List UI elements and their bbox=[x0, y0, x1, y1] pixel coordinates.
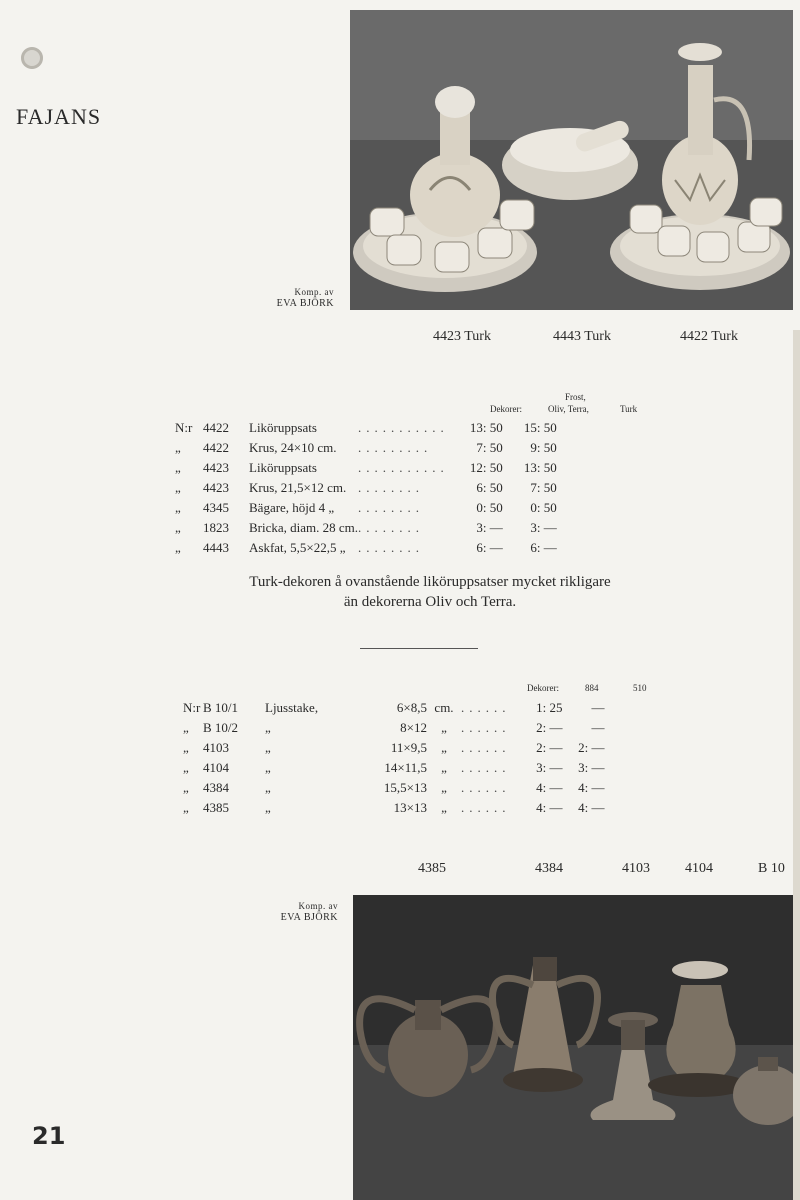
item-number: 4423 bbox=[203, 480, 229, 495]
leader-dots: ........ bbox=[358, 520, 425, 535]
item-number: 4103 bbox=[203, 740, 229, 755]
price-510: — bbox=[591, 720, 605, 735]
item-unit: „ bbox=[441, 780, 447, 795]
row-prefix: „ bbox=[175, 520, 181, 535]
price-510: 4: — bbox=[578, 780, 605, 795]
price-row bbox=[183, 698, 605, 718]
price-frost-oliv-terra: 13: 50 bbox=[469, 420, 503, 435]
leader-dots: ...... bbox=[461, 720, 511, 735]
row-prefix: N:r bbox=[175, 420, 193, 435]
item-description: Liköruppsats bbox=[249, 460, 317, 475]
row-prefix: N:r bbox=[183, 700, 201, 715]
item-size: 13×13 bbox=[393, 800, 427, 815]
price-row bbox=[175, 478, 557, 498]
note-line: än dekorerna Oliv och Terra. bbox=[343, 594, 517, 610]
row-prefix: „ bbox=[175, 440, 181, 455]
header-dekorer: Dekorer: bbox=[527, 683, 559, 693]
item-size: 11×9,5 bbox=[390, 740, 427, 755]
row-prefix: „ bbox=[183, 760, 189, 775]
price-884: 4: — bbox=[536, 800, 563, 815]
price-row bbox=[175, 498, 557, 518]
item-description: Krus, 21,5×12 cm. bbox=[249, 480, 347, 495]
table1-header bbox=[0, 392, 800, 418]
top-photo bbox=[350, 10, 793, 310]
section-title: FAJANS bbox=[16, 104, 102, 129]
candlestick-photo bbox=[353, 895, 793, 1200]
header-col1-line1: Frost, bbox=[565, 392, 586, 402]
item-unit: cm. bbox=[434, 700, 454, 715]
item-description: „ bbox=[265, 740, 271, 755]
item-size: 15,5×13 bbox=[383, 780, 427, 795]
liqueur-set-photo bbox=[350, 10, 793, 310]
item-number: 4345 bbox=[203, 500, 229, 515]
header-col2: 510 bbox=[633, 683, 647, 693]
row-prefix: „ bbox=[183, 720, 189, 735]
product-label: 4103 bbox=[622, 861, 650, 876]
item-description: Bricka, diam. 28 cm. bbox=[249, 520, 359, 535]
leader-dots: ...... bbox=[461, 780, 511, 795]
item-size: 14×11,5 bbox=[384, 760, 427, 775]
item-number: 4104 bbox=[203, 760, 229, 775]
divider bbox=[360, 648, 478, 649]
item-unit: „ bbox=[441, 740, 447, 755]
item-number: 4422 bbox=[203, 420, 229, 435]
leader-dots: ...... bbox=[461, 700, 511, 715]
header-dekorer: Dekorer: bbox=[490, 404, 522, 414]
row-prefix: „ bbox=[175, 480, 181, 495]
price-row bbox=[175, 538, 557, 558]
price-884: 4: — bbox=[536, 780, 563, 795]
product-label: 4443 Turk bbox=[553, 329, 611, 344]
item-description: „ bbox=[265, 760, 271, 775]
row-prefix: „ bbox=[175, 460, 181, 475]
leader-dots: ........ bbox=[358, 540, 425, 555]
item-unit: „ bbox=[441, 800, 447, 815]
item-description: „ bbox=[265, 720, 271, 735]
header-col1: 884 bbox=[585, 683, 599, 693]
punch-hole bbox=[21, 47, 43, 69]
leader-dots: ........... bbox=[358, 460, 449, 475]
price-table-liqueur bbox=[175, 418, 557, 558]
price-row bbox=[175, 418, 557, 438]
item-description: „ bbox=[265, 780, 271, 795]
item-number: 4384 bbox=[203, 780, 229, 795]
leader-dots: ...... bbox=[461, 800, 511, 815]
price-row bbox=[183, 738, 605, 758]
product-label: B 10 bbox=[758, 861, 785, 876]
item-unit: „ bbox=[441, 760, 447, 775]
page-edge bbox=[793, 330, 800, 1200]
designer-name: EVA BJÖRK bbox=[276, 298, 334, 309]
price-510: 3: — bbox=[578, 760, 605, 775]
item-number: 1823 bbox=[203, 520, 229, 535]
item-description: Ljusstake, bbox=[265, 700, 319, 715]
price-510: 2: — bbox=[578, 740, 605, 755]
row-prefix: „ bbox=[183, 800, 189, 815]
item-unit: „ bbox=[441, 720, 447, 735]
price-frost-oliv-terra: 0: 50 bbox=[476, 500, 503, 515]
leader-dots: ........ bbox=[358, 500, 425, 515]
top-photo-caption bbox=[240, 286, 334, 310]
price-turk: 0: 50 bbox=[530, 500, 557, 515]
item-description: Liköruppsats bbox=[249, 420, 317, 435]
table2-header bbox=[0, 683, 800, 695]
item-description: Krus, 24×10 cm. bbox=[249, 440, 337, 455]
bottom-photo-caption bbox=[244, 900, 338, 924]
bottom-photo bbox=[353, 895, 793, 1200]
price-turk: 6: — bbox=[530, 540, 557, 555]
decor-note bbox=[215, 572, 645, 612]
item-number: 4385 bbox=[203, 800, 229, 815]
item-number: B 10/1 bbox=[203, 700, 239, 715]
product-label: 4385 bbox=[418, 861, 446, 876]
price-row bbox=[175, 458, 557, 478]
header-col2: Turk bbox=[620, 404, 638, 414]
row-prefix: „ bbox=[183, 780, 189, 795]
note-line: Turk-dekoren å ovanstående liköruppsatser mycket rikligare bbox=[249, 574, 611, 590]
item-description: Askfat, 5,5×22,5 „ bbox=[249, 540, 346, 555]
designer-name: EVA BJÖRK bbox=[280, 912, 338, 923]
price-884: 1: 25 bbox=[536, 700, 563, 715]
price-turk: 7: 50 bbox=[530, 480, 557, 495]
price-turk: 15: 50 bbox=[523, 420, 557, 435]
leader-dots: ...... bbox=[461, 760, 511, 775]
price-510: 4: — bbox=[578, 800, 605, 815]
leader-dots: ........ bbox=[358, 480, 425, 495]
price-frost-oliv-terra: 6: — bbox=[476, 540, 503, 555]
item-number: 4423 bbox=[203, 460, 229, 475]
row-prefix: „ bbox=[175, 540, 181, 555]
price-row bbox=[175, 438, 557, 458]
item-size: 8×12 bbox=[400, 720, 427, 735]
price-884: 2: — bbox=[536, 720, 563, 735]
row-prefix: „ bbox=[175, 500, 181, 515]
product-label: 4423 Turk bbox=[433, 329, 491, 344]
price-frost-oliv-terra: 7: 50 bbox=[476, 440, 503, 455]
item-number: B 10/2 bbox=[203, 720, 239, 735]
price-884: 3: — bbox=[536, 760, 563, 775]
price-row bbox=[183, 778, 605, 798]
price-510: — bbox=[591, 700, 605, 715]
product-label: 4384 bbox=[535, 861, 563, 876]
price-frost-oliv-terra: 6: 50 bbox=[476, 480, 503, 495]
header-col1-line2: Oliv, Terra, bbox=[548, 404, 589, 414]
price-frost-oliv-terra: 3: — bbox=[476, 520, 503, 535]
price-row bbox=[183, 798, 605, 818]
item-number: 4443 bbox=[203, 540, 229, 555]
price-884: 2: — bbox=[536, 740, 563, 755]
item-description: „ bbox=[265, 800, 271, 815]
price-row bbox=[175, 518, 557, 538]
leader-dots: ...... bbox=[461, 740, 511, 755]
price-turk: 3: — bbox=[530, 520, 557, 535]
row-prefix: „ bbox=[183, 740, 189, 755]
caption-line: Komp. av bbox=[294, 287, 334, 297]
item-description: Bägare, höjd 4 „ bbox=[249, 500, 335, 515]
price-row bbox=[183, 758, 605, 778]
price-row bbox=[183, 718, 605, 738]
caption-line: Komp. av bbox=[298, 901, 338, 911]
price-table-candlesticks bbox=[183, 698, 605, 818]
leader-dots: ......... bbox=[358, 440, 433, 455]
price-turk: 9: 50 bbox=[530, 440, 557, 455]
product-label: 4104 bbox=[685, 861, 713, 876]
price-frost-oliv-terra: 12: 50 bbox=[469, 460, 503, 475]
price-turk: 13: 50 bbox=[523, 460, 557, 475]
item-number: 4422 bbox=[203, 440, 229, 455]
page-number: 21 bbox=[32, 1122, 66, 1150]
leader-dots: ........... bbox=[358, 420, 449, 435]
product-label: 4422 Turk bbox=[680, 329, 738, 344]
item-size: 6×8,5 bbox=[396, 700, 427, 715]
